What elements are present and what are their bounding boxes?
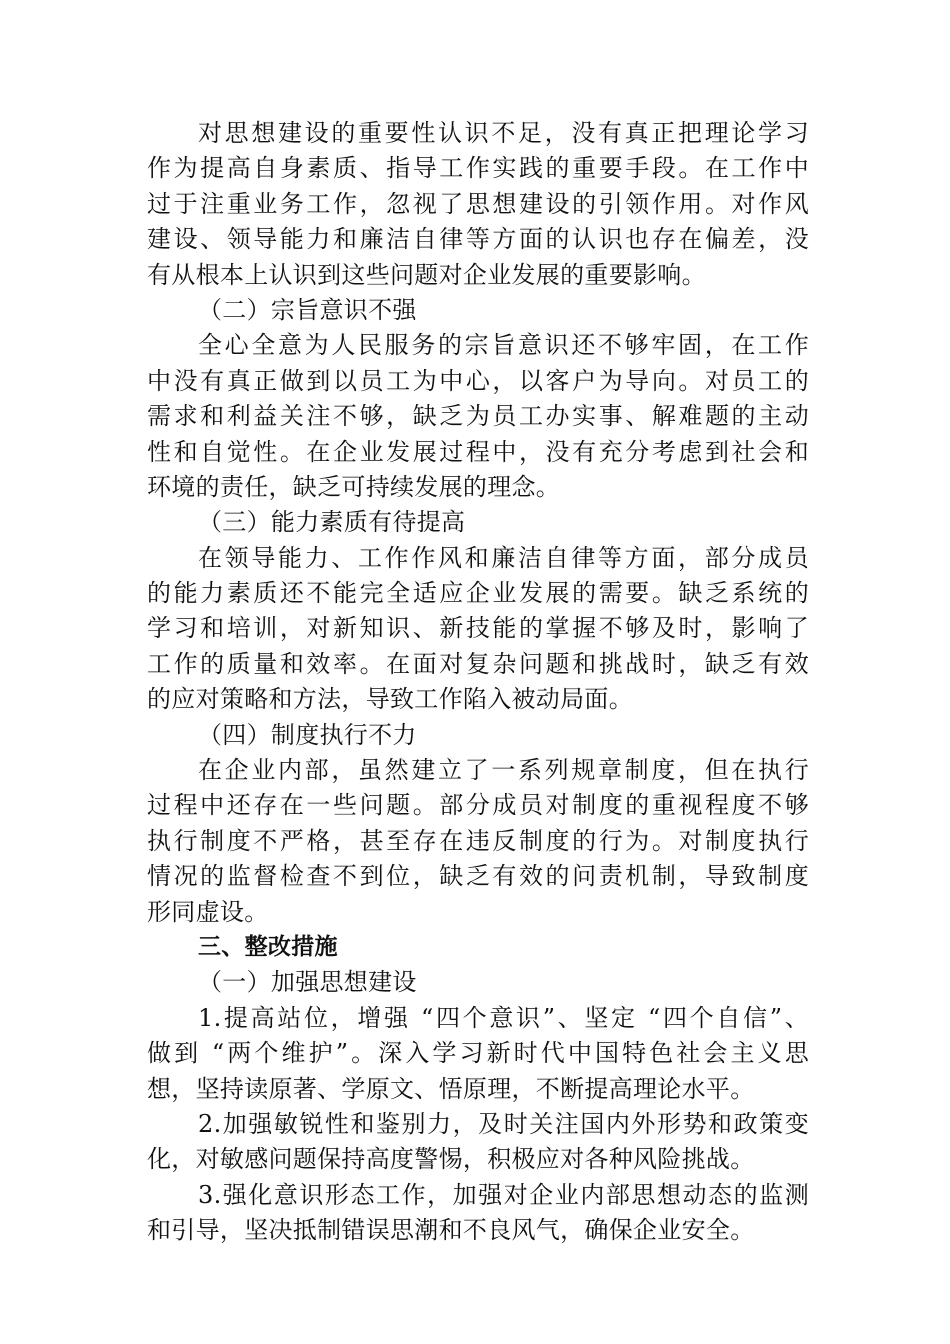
paragraph-line: 在领导能力、工作作风和廉洁自律等方面，部分成员 <box>198 543 809 572</box>
paragraph-line: 2.加强敏锐性和鉴别力，及时关注国内外形势和政策变 <box>198 1109 809 1138</box>
paragraph-line: 和引导，坚决抵制错误思潮和不良风气，确保企业安全。 <box>147 1216 755 1245</box>
paragraph-line: 环境的责任，缺乏可持续发展的理念。 <box>147 472 561 501</box>
paragraph-line: 做到 “两个维护”。深入学习新时代中国特色社会主义思 <box>147 1039 809 1068</box>
paragraph-line: 在企业内部，虽然建立了一系列规章制度，但在执行 <box>198 756 809 785</box>
paragraph-line: 想，坚持读原著、学原文、悟原理，不断提高理论水平。 <box>147 1074 755 1103</box>
section-subheading: （三）能力素质有待提高 <box>198 508 466 537</box>
paragraph-line: 全心全意为人民服务的宗旨意识还不够牢固，在工作 <box>198 331 809 360</box>
section-subheading: （一）加强思想建设 <box>198 968 417 997</box>
document-body <box>147 116 809 1249</box>
paragraph-line: 需求和利益关注不够，缺乏为员工办实事、解难题的主动 <box>147 402 809 431</box>
paragraph-line: 建设、领导能力和廉洁自律等方面的认识也存在偏差，没 <box>147 225 809 254</box>
paragraph-line: 过程中还存在一些问题。部分成员对制度的重视程度不够 <box>147 791 809 820</box>
paragraph-line: 情况的监督检查不到位，缺乏有效的问责机制，导致制度 <box>147 862 809 891</box>
paragraph-line: 1.提高站位，增强 “四个意识”、坚定 “四个自信”、 <box>198 1003 809 1032</box>
section-subheading: （四）制度执行不力 <box>198 720 417 749</box>
section-subheading: （二）宗旨意识不强 <box>198 295 417 324</box>
paragraph-line: 有从根本上认识到这些问题对企业发展的重要影响。 <box>147 260 706 289</box>
section-heading: 三、整改措施 <box>198 933 338 960</box>
paragraph-line: 对思想建设的重要性认识不足，没有真正把理论学习 <box>198 119 809 147</box>
paragraph-line: 工作的质量和效率。在面对复杂问题和挑战时，缺乏有效 <box>147 649 809 678</box>
paragraph-line: 执行制度不严格，甚至存在违反制度的行为。对制度执行 <box>147 826 809 855</box>
paragraph-line: 性和自觉性。在企业发展过程中，没有充分考虑到社会和 <box>147 437 809 466</box>
paragraph-line: 形同虚设。 <box>147 897 269 926</box>
paragraph-line: 3.强化意识形态工作，加强对企业内部思想动态的监测 <box>198 1180 809 1209</box>
paragraph-line: 作为提高自身素质、指导工作实践的重要手段。在工作中 <box>147 154 809 183</box>
paragraph-line: 化，对敏感问题保持高度警惕，积极应对各种风险挑战。 <box>147 1145 755 1174</box>
paragraph-line: 过于注重业务工作，忽视了思想建设的引领作用。对作风 <box>147 189 809 218</box>
paragraph-line: 的能力素质还不能完全适应企业发展的需要。缺乏系统的 <box>147 579 809 608</box>
paragraph-line: 的应对策略和方法，导致工作陷入被动局面。 <box>147 685 633 714</box>
paragraph-line: 中没有真正做到以员工为中心，以客户为导向。对员工的 <box>147 366 809 395</box>
paragraph-line: 学习和培训，对新知识、新技能的掌握不够及时，影响了 <box>147 614 809 643</box>
